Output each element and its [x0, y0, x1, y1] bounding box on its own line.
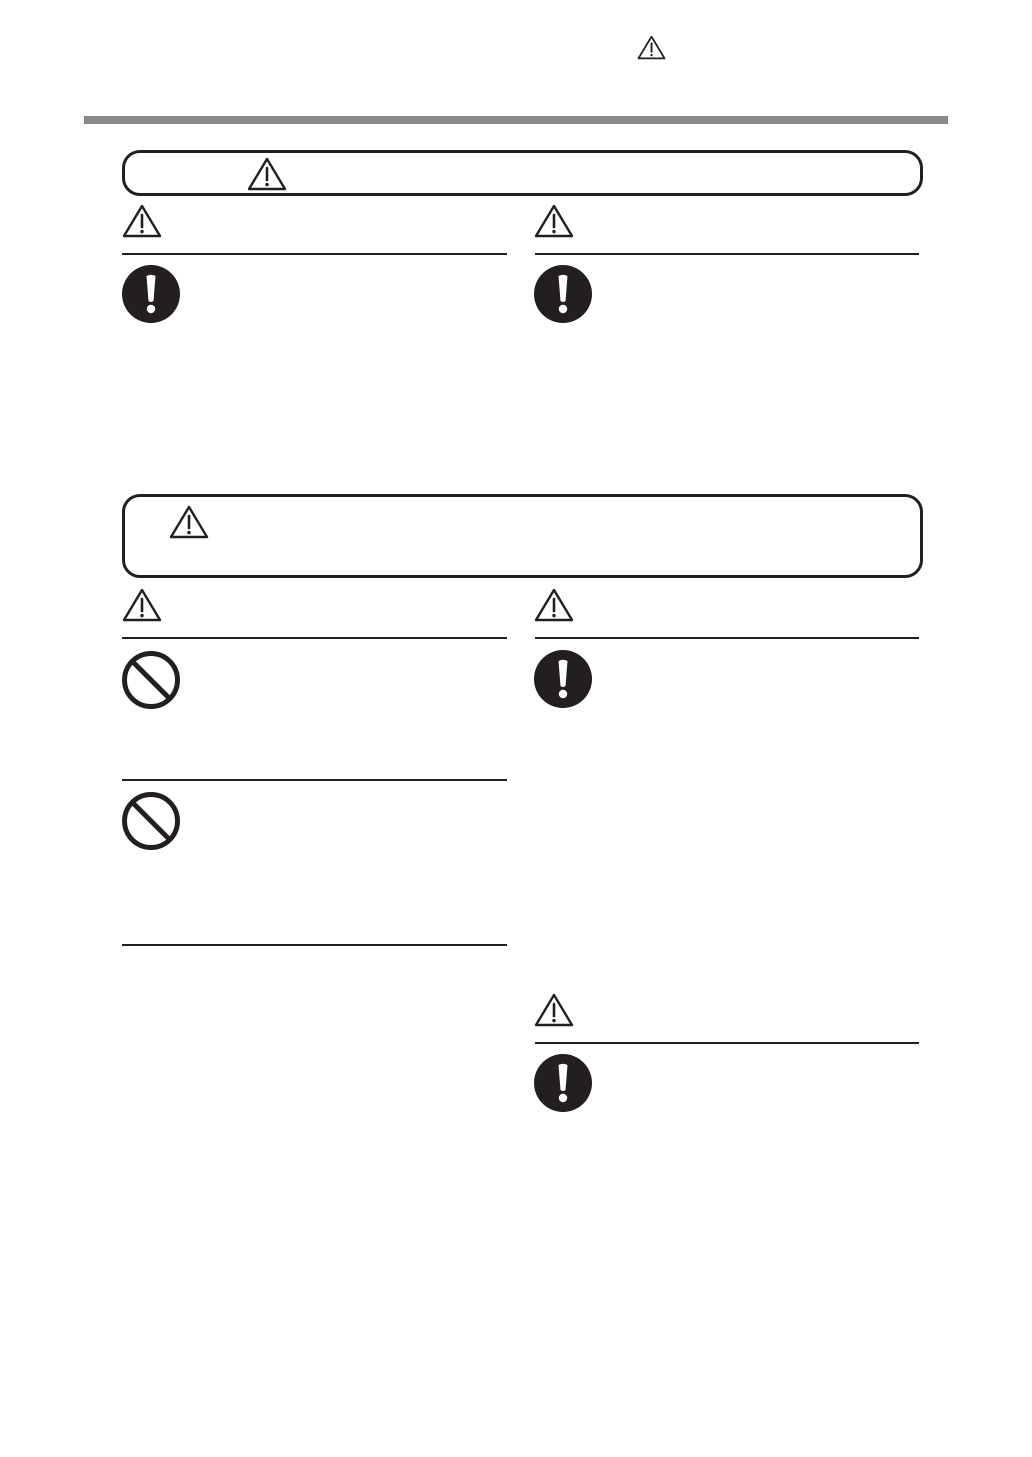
- header-warning-icon: [637, 35, 666, 60]
- section-1-left-rule: [122, 253, 507, 255]
- section-2-left-heading-warning-icon: [122, 588, 162, 622]
- section-2-right-rule-top: [535, 637, 919, 639]
- section-1-left-mandatory-icon: [121, 264, 181, 324]
- section-2-left-rule-middle: [122, 779, 507, 781]
- section-1-left-heading-warning-icon: [122, 204, 162, 238]
- section-2-banner: [122, 494, 923, 578]
- section-1-banner: [122, 150, 923, 196]
- section-1-right-mandatory-icon: [533, 264, 593, 324]
- section-2-right-sub-mandatory-icon: [533, 1053, 593, 1113]
- section-2-right-mandatory-icon: [533, 649, 593, 709]
- section-1-right-rule: [535, 253, 919, 255]
- section-2-left-prohibited-icon-1: [121, 650, 181, 710]
- section-2-left-rule-top: [122, 637, 507, 639]
- section-2-right-sub-rule: [535, 1042, 919, 1044]
- section-2-left-rule-bottom: [122, 944, 507, 946]
- header-rule: [84, 116, 948, 124]
- section-1-right-heading-warning-icon: [534, 204, 574, 238]
- section-2-right-heading-warning-icon: [534, 588, 574, 622]
- section-1-banner-warning-icon: [247, 157, 287, 191]
- section-2-banner-warning-icon: [169, 505, 209, 539]
- section-2-right-sub-heading-warning-icon: [534, 993, 574, 1027]
- section-2-left-prohibited-icon-2: [121, 791, 181, 851]
